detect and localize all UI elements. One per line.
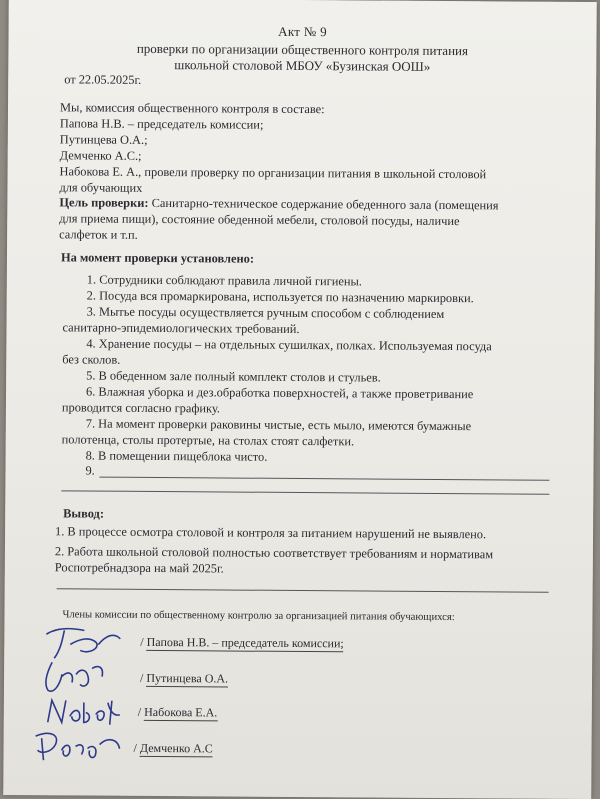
member-4: Набокова Е. А., провели проверку по организации питания в школьной столовой xyxy=(59,164,487,182)
finding-8: 8. В помещении пищеблока чисто. xyxy=(85,448,268,464)
signature-line-1: / Папова Н.В. – председатель комиссии; xyxy=(140,634,344,651)
finding-6b: проводится согласно графику. xyxy=(61,400,220,416)
blank-line xyxy=(61,490,549,494)
finding-7b: полотенца, столы протертые, на столах стоят салфетки. xyxy=(61,432,355,449)
member-4-continued: для обучающих xyxy=(59,180,143,195)
finding-2: 2. Посуда вся промаркирована, используется по назначению маркировки. xyxy=(86,288,474,306)
sig-name-4: Демченко А.С xyxy=(139,740,213,756)
document-sheet xyxy=(3,0,597,799)
finding-4b: без сколов. xyxy=(62,352,121,367)
members-caption: Члены комиссии по общественному контролю за организацией питания обучающихся: xyxy=(62,609,455,624)
signature-line-4: / Демченко А.С xyxy=(133,740,213,756)
goal-line-1 xyxy=(59,195,498,213)
finding-6a: 6. Влажная уборка и дез.обработка поверхностей, а также проветривание xyxy=(85,384,474,402)
finding-1: 1. Сотрудники соблюдают правила личной гигиены. xyxy=(86,272,362,289)
finding-3a: 3. Мытье посуды осуществляется ручным способом с соблюдением xyxy=(86,304,445,322)
blank-line xyxy=(57,588,549,592)
finding-3b: санитарно-эпидемиологических требований. xyxy=(62,320,300,336)
conclusion-2b: Роспотребнадзора на май 2025г. xyxy=(54,560,224,576)
finding-4a: 4. Хранение посуды – на отдельных сушилках, полках. Используемая посуда xyxy=(86,336,492,354)
member-2: Путинцева О.А.; xyxy=(59,132,148,147)
finding-9-blank-line xyxy=(99,477,549,481)
goal-line-2: для приема пищи), состояние обеденной мебели, столовой посуды, наличие xyxy=(59,211,460,229)
commission-intro: Мы, комиссия общественного контроля в составе: xyxy=(59,100,325,117)
act-subtitle-line-1: проверки по организации общественного контроля питания xyxy=(136,40,469,59)
conclusion-2a: 2. Работа школьной столовой полностью соответствует требованиям и нормативам xyxy=(54,544,494,562)
goal-text: Санитарно-техническое содержание обеденного зала (помещения xyxy=(148,195,499,213)
signature-line-2: / Путинцева О.А. xyxy=(139,670,229,686)
conclusion-1: 1. В процессе осмотра столовой и контроля за питанием нарушений не выявлено. xyxy=(55,524,487,542)
act-date: от 22.05.2025г. xyxy=(64,72,142,87)
finding-5: 5. В обеденном зале полный комплект столов и стульев. xyxy=(86,368,381,385)
findings-heading: На момент проверки установлено: xyxy=(60,250,255,266)
sig-name-3: Набокова Е.А. xyxy=(144,704,218,720)
act-title: Акт № 9 xyxy=(278,23,327,40)
conclusion-heading: Вывод: xyxy=(63,506,105,521)
member-1: Папова Н.В. – председатель комиссии; xyxy=(59,116,264,132)
signature-nabokova xyxy=(44,692,124,729)
finding-7a: 7. На момент проверки раковины чистые, есть мыло, имеются бумажные xyxy=(85,416,472,434)
signature-demchenko xyxy=(29,726,125,767)
goal-label: Цель проверки: xyxy=(59,195,149,210)
sig-name-1: Папова Н.В. – председатель комиссии; xyxy=(146,634,344,651)
act-subtitle-line-2: школьной столовой МБОУ «Бузинская ООШ» xyxy=(174,57,431,74)
signature-line-3: / Набокова Е.А. xyxy=(137,704,218,720)
signature-putintseva xyxy=(38,654,110,697)
finding-9: 9. xyxy=(85,463,95,478)
sig-name-2: Путинцева О.А. xyxy=(146,670,229,686)
goal-line-3: салфеток и т.п. xyxy=(59,227,138,242)
member-3: Демченко А.С.; xyxy=(59,148,142,163)
